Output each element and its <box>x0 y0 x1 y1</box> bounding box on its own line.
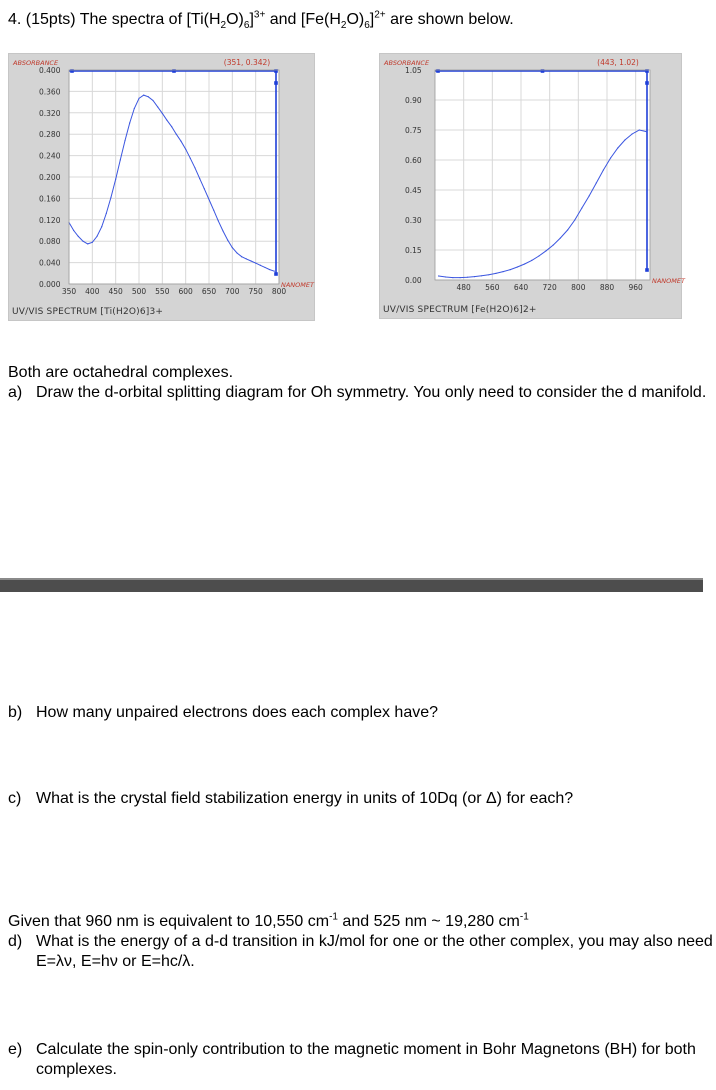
data-point <box>438 275 439 276</box>
data-point <box>129 122 130 123</box>
data-point <box>269 269 270 270</box>
data-point <box>553 244 554 245</box>
data-point <box>274 271 275 272</box>
data-point <box>467 277 468 278</box>
data-point <box>459 277 460 278</box>
x-tick-label: 550 <box>155 287 170 296</box>
data-point <box>596 182 597 183</box>
x-tick-label: 350 <box>61 287 77 296</box>
x-tick-label: 450 <box>108 287 123 296</box>
spectrum-panel-fe <box>379 53 685 319</box>
data-point <box>250 260 251 261</box>
data-point <box>204 188 205 189</box>
y-tick-label: 0.00 <box>405 276 422 285</box>
part-b <box>8 703 716 723</box>
x-axis-label: NANOMET <box>652 277 685 285</box>
spectrum-caption-ti: UV/VIS SPECTRUM [Ti(H2O)6]3+ <box>12 307 164 317</box>
y-tick-label: 0.240 <box>39 151 61 161</box>
data-point <box>222 230 223 231</box>
data-point <box>115 179 116 180</box>
x-tick-label: 880 <box>599 283 615 292</box>
y-tick-label: 0.280 <box>39 130 61 140</box>
spectrum-chart-fe <box>380 54 685 318</box>
part-a <box>8 383 716 403</box>
y-tick-label: 0.200 <box>39 173 61 182</box>
y-tick-label: 0.320 <box>39 108 61 118</box>
data-point <box>588 195 589 196</box>
part-b-label: b) <box>8 704 23 721</box>
data-point <box>152 100 153 101</box>
data-point <box>639 129 640 130</box>
data-point <box>143 95 144 96</box>
page-divider-highlight <box>0 578 703 580</box>
cursor-readout: (351, 0.342) <box>223 58 271 67</box>
part-b-text: How many unpaired electrons does each complex have? <box>36 704 439 721</box>
x-tick-label: 800 <box>571 283 586 292</box>
data-point <box>567 229 568 230</box>
data-point <box>581 207 582 208</box>
part-a-label: a) <box>8 384 23 401</box>
x-tick-label: 500 <box>131 287 147 296</box>
y-tick-label: 0.160 <box>39 194 61 204</box>
data-point <box>110 197 111 198</box>
part-d-text: What is the energy of a d-d transition in kJ/mol for one or the other complex, you may also need E=λν, E=hν or E=hc/λ. <box>36 933 713 970</box>
data-point <box>124 140 125 141</box>
part-e-label: e) <box>8 1041 23 1058</box>
data-point <box>199 178 200 179</box>
data-point <box>87 243 88 244</box>
data-point <box>646 131 647 132</box>
part-c-text: What is the crystal field stabilization energy in units of 10Dq (or Δ) for each? <box>36 790 574 807</box>
data-point <box>474 276 475 277</box>
data-point <box>488 274 489 275</box>
data-point <box>134 108 135 109</box>
data-point <box>574 219 575 220</box>
data-point <box>232 247 233 248</box>
part-d <box>8 932 716 972</box>
data-point <box>603 169 604 170</box>
data-point <box>106 213 107 214</box>
data-point <box>531 260 532 261</box>
x-tick-label: 720 <box>542 283 557 292</box>
data-point <box>180 141 181 142</box>
data-point <box>517 266 518 267</box>
y-tick-label: 0.360 <box>39 87 61 97</box>
plot-area <box>435 70 650 280</box>
x-tick-label: 600 <box>178 287 193 296</box>
y-tick-label: 0.080 <box>39 237 61 247</box>
y-tick-label: 0.45 <box>405 186 422 195</box>
data-point <box>631 133 632 134</box>
data-point <box>138 98 139 99</box>
data-point <box>227 240 228 241</box>
x-tick-label: 700 <box>225 287 240 296</box>
data-point <box>101 226 102 227</box>
data-point <box>92 242 93 243</box>
spectrum-caption-fe: UV/VIS SPECTRUM [Fe(H2O)6]2+ <box>383 305 537 315</box>
y-tick-label: 0.15 <box>405 246 422 255</box>
spectrum-chart-ti <box>9 54 314 320</box>
x-tick-label: 560 <box>485 283 500 292</box>
y-axis-label: ABSORBANCE <box>13 59 59 67</box>
data-point <box>120 159 121 160</box>
data-point <box>148 96 149 97</box>
y-axis-label: ABSORBANCE <box>384 59 430 67</box>
x-tick-label: 650 <box>201 287 217 296</box>
x-tick-label: 750 <box>248 287 263 296</box>
question-points: (15pts) <box>25 11 76 28</box>
data-point <box>545 250 546 251</box>
question-header <box>8 10 514 30</box>
data-point <box>538 255 539 256</box>
data-point <box>194 167 195 168</box>
data-point <box>452 277 453 278</box>
part-d-label: d) <box>8 933 23 950</box>
data-point <box>255 263 256 264</box>
data-point <box>510 269 511 270</box>
y-tick-label: 0.000 <box>39 280 61 289</box>
data-point <box>166 120 167 121</box>
data-point <box>208 199 209 200</box>
part-e-text: Calculate the spin-only contribution to the magnetic moment in Bohr Magnetons (BH) for both complexes. <box>36 1041 696 1078</box>
cursor-marker <box>274 81 278 85</box>
part-c <box>8 789 716 809</box>
data-point <box>445 276 446 277</box>
data-point <box>495 273 496 274</box>
y-tick-label: 0.60 <box>405 156 422 165</box>
x-tick-label: 480 <box>456 283 471 292</box>
part-c-label: c) <box>8 790 22 807</box>
data-point <box>264 267 265 268</box>
y-tick-label: 0.120 <box>39 215 61 225</box>
data-point <box>502 271 503 272</box>
data-point <box>176 134 177 135</box>
cursor-readout: (443, 1.02) <box>597 58 639 67</box>
x-tick-label: 400 <box>85 287 100 296</box>
data-point <box>236 252 237 253</box>
data-point <box>73 230 74 231</box>
data-point <box>560 237 561 238</box>
y-tick-label: 0.400 <box>39 66 61 75</box>
data-point <box>218 220 219 221</box>
data-point <box>157 106 158 107</box>
y-tick-label: 1.05 <box>405 66 422 75</box>
y-tick-label: 0.30 <box>405 216 422 225</box>
data-point <box>162 113 163 114</box>
x-axis-label: NANOMET <box>281 281 314 289</box>
data-point <box>241 256 242 257</box>
y-tick-label: 0.75 <box>405 126 422 135</box>
data-point <box>213 210 214 211</box>
data-point <box>524 263 525 264</box>
part-e <box>8 1040 716 1080</box>
y-tick-label: 0.90 <box>405 96 422 105</box>
preamble-text: Both are octahedral complexes. <box>8 364 234 381</box>
given-statement: Given that 960 nm is equivalent to 10,550 $cm^{-1}$ and 525 nm ~ 19,280 $cm^{-1}$ <box>8 911 529 930</box>
x-tick-label: 640 <box>513 283 529 292</box>
data-point <box>190 158 191 159</box>
data-point <box>610 157 611 158</box>
question-number: 4. <box>8 11 22 28</box>
page-divider <box>0 578 703 592</box>
data-point <box>171 126 172 127</box>
cursor-marker <box>274 272 278 276</box>
part-a-text: Draw the d-orbital splitting diagram for Oh symmetry. You only need to consider the d manifold. <box>36 384 707 401</box>
data-point <box>617 147 618 148</box>
data-point <box>260 265 261 266</box>
data-point <box>96 236 97 237</box>
data-point <box>246 258 247 259</box>
data-point <box>78 236 79 237</box>
data-point <box>185 149 186 150</box>
x-tick-label: 800 <box>271 287 287 296</box>
y-tick-label: 0.040 <box>39 258 61 268</box>
cursor-marker <box>645 81 649 85</box>
data-point <box>481 275 482 276</box>
x-tick-label: 960 <box>628 283 643 292</box>
cursor-marker <box>645 268 649 272</box>
question-intro: The spectra of $[Ti(H_2O)_6]^{3+}$ and $[Fe(H_2O)_6]^{2+}$ are shown below. <box>79 9 514 32</box>
spectrum-panel-ti <box>8 53 315 321</box>
data-point <box>624 139 625 140</box>
data-point <box>82 241 83 242</box>
